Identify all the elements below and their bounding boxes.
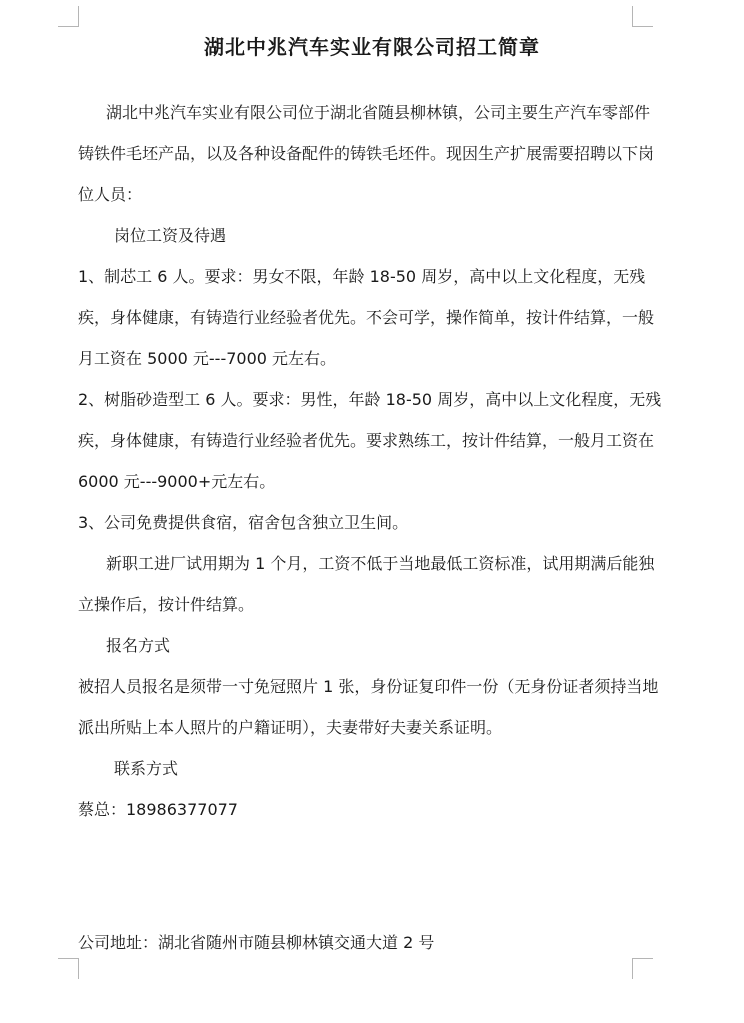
document-title: 湖北中兆汽车实业有限公司招工简章 bbox=[204, 35, 540, 59]
apply-paragraph: 被招人员报名是须带一寸免冠照片 1 张，身份证复印件一份（无身份证者须持当地派出所贴上本人照片的户籍证明），夫妻带好夫妻关系证明。 bbox=[78, 677, 659, 737]
job-item-1: 1、制芯工 6 人。要求：男女不限，年龄 18-50 周岁，高中以上文化程度，无残疾，身体健康，有铸造行业经验者优先。不会可学，操作简单，按计件结算，一般月工资在 5000 元---7000 元左右。 bbox=[78, 267, 655, 368]
section-heading-apply: 报名方式 bbox=[106, 636, 171, 655]
benefit-item-3: 3、公司免费提供食宿，宿舍包含独立卫生间。 bbox=[78, 513, 409, 532]
document-body bbox=[78, 92, 662, 830]
intro-paragraph: 湖北中兆汽车实业有限公司位于湖北省随县柳林镇，公司主要生产汽车零部件铸铁件毛坯产品，以及各种设备配件的铸铁毛坯件。现因生产扩展需要招聘以下岗位人员： bbox=[78, 103, 655, 204]
job-item-2: 2、树脂砂造型工 6 人。要求：男性，年龄 18-50 周岁，高中以上文化程度，无残疾，身体健康，有铸造行业经验者优先。要求熟练工，按计件结算，一般月工资在 6000 元---9000+元左右。 bbox=[78, 390, 662, 491]
contact-line: 蔡总：18986377077 bbox=[78, 800, 238, 819]
page-corner-mark-top-right bbox=[632, 6, 653, 27]
page-corner-mark-top-left bbox=[58, 6, 79, 27]
section-heading-contact: 联系方式 bbox=[114, 759, 179, 778]
page-corner-mark-bottom-left bbox=[58, 958, 79, 979]
section-heading-jobs: 岗位工资及待遇 bbox=[114, 226, 227, 245]
probation-paragraph: 新职工进厂试用期为 1 个月，工资不低于当地最低工资标准，试用期满后能独立操作后，按计件结算。 bbox=[78, 554, 655, 614]
company-address: 公司地址：湖北省随州市随县柳林镇交通大道 2 号 bbox=[78, 933, 435, 952]
